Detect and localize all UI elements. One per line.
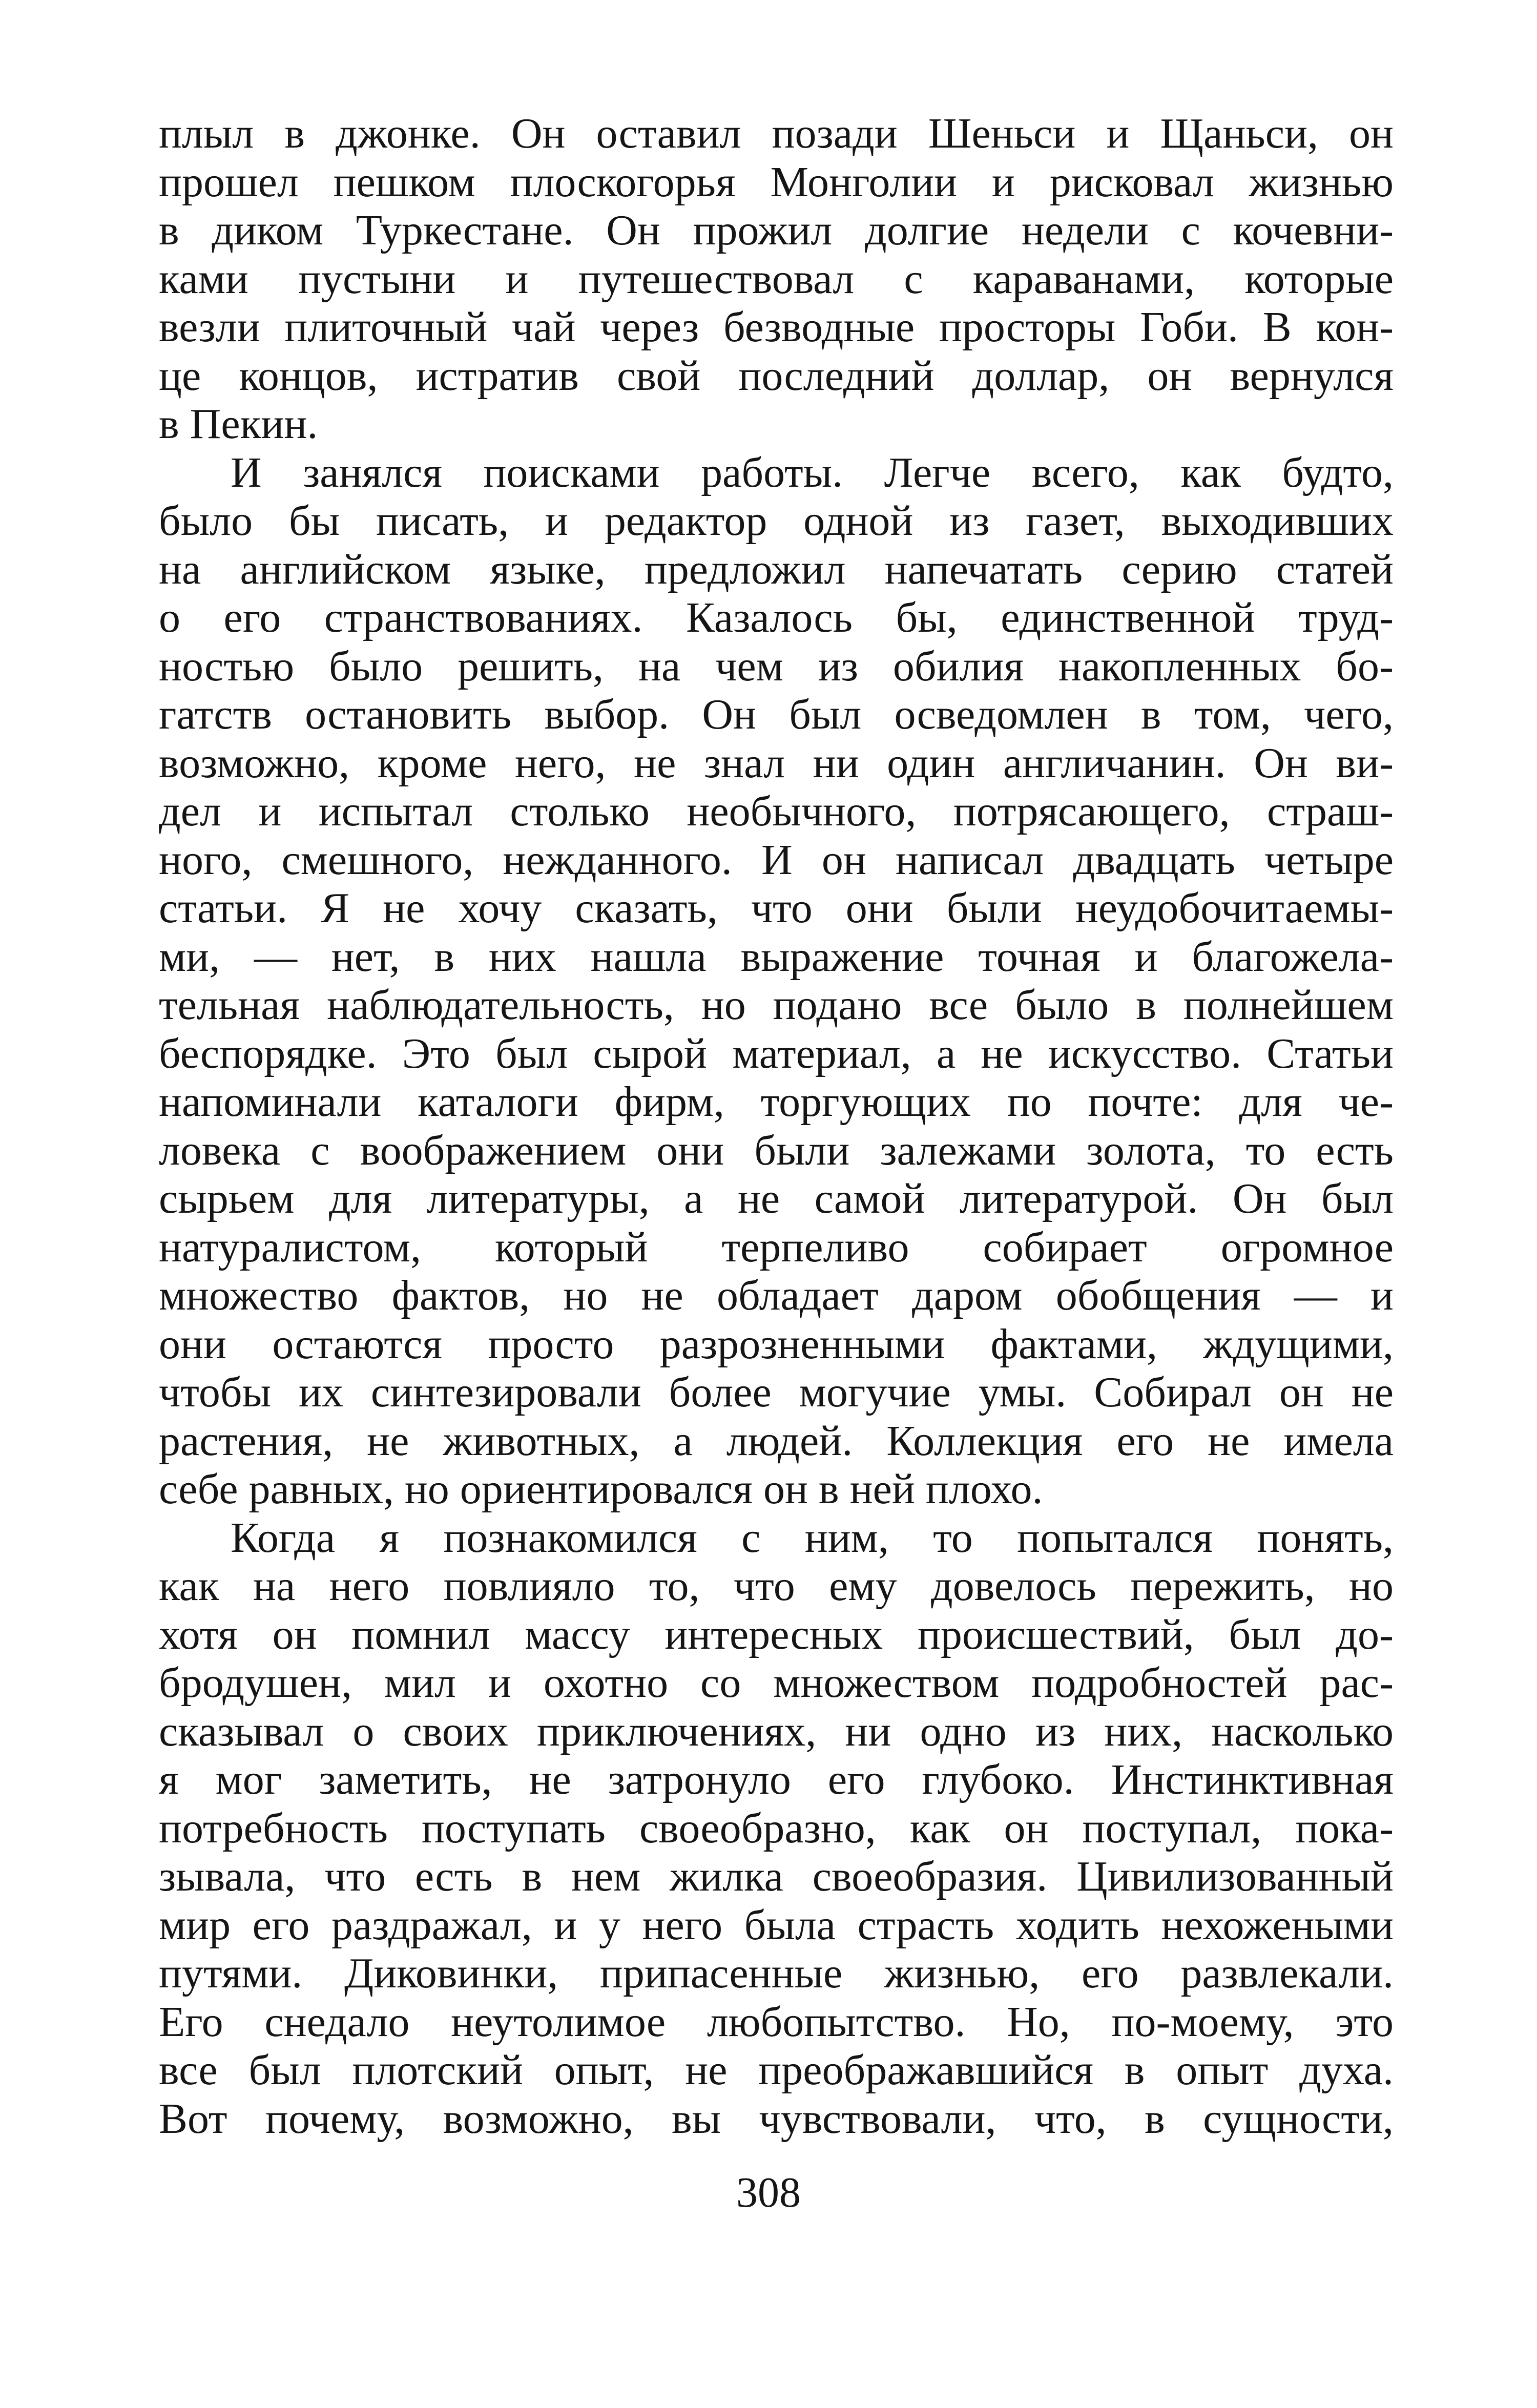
- text-line: о его странствованиях. Казалось бы, единственной труд-: [159, 594, 1394, 641]
- text-line: везли плиточный чай через безводные просторы Гоби. В кон-: [159, 303, 1394, 351]
- text-line: я мог заметить, не затронуло его глубоко. Инстинктивная: [159, 1756, 1394, 1803]
- text-line: Его снедало неутолимое любопытство. Но, по-моему, это: [159, 1998, 1394, 2046]
- text-line: бродушен, мил и охотно со множеством подробностей рас-: [159, 1659, 1394, 1707]
- text-line: беспорядке. Это был сырой материал, а не искусство. Статьи: [159, 1029, 1394, 1077]
- text-line: дел и испытал столько необычного, потрясающего, страш-: [159, 787, 1394, 835]
- text-line: на английском языке, предложил напечатать серию статей: [159, 545, 1394, 593]
- text-line: прошел пешком плоскогорья Монголии и рисковал жизнью: [159, 158, 1394, 206]
- text-line: они остаются просто разрозненными фактами, ждущими,: [159, 1320, 1394, 1368]
- text-line: це концов, истратив свой последний доллар, он вернулся: [159, 351, 1394, 400]
- paragraph-start-line: И занялся поисками работы. Легче всего, как будто,: [231, 448, 1394, 496]
- text-line: себе равных, но ориентировался он в ней плохо.: [159, 1465, 1043, 1513]
- text-line: множество фактов, но не обладает даром обобщения — и: [159, 1272, 1394, 1319]
- text-line: чтобы их синтезировали более могучие умы. Собирал он не: [159, 1368, 1394, 1416]
- text-line: потребность поступать своеобразно, как он поступал, пока-: [159, 1804, 1394, 1852]
- text-line: натуралистом, который терпеливо собирает огромное: [159, 1223, 1394, 1271]
- text-line: гатств остановить выбор. Он был осведомлен в том, чего,: [159, 691, 1394, 738]
- text-line: все был плотский опыт, не преображавшийся в опыт духа.: [159, 2046, 1394, 2094]
- body-text: [159, 110, 1394, 2143]
- text-line: ного, смешного, нежданного. И он написал двадцать четыре: [159, 836, 1394, 884]
- text-line: хотя он помнил массу интересных происшествий, был до-: [159, 1610, 1394, 1658]
- text-line: сырьем для литературы, а не самой литературой. Он был: [159, 1175, 1394, 1222]
- page-number: 308: [736, 2169, 801, 2216]
- text-line: возможно, кроме него, не знал ни один англичанин. Он ви-: [159, 739, 1394, 787]
- text-line: в диком Туркестане. Он прожил долгие недели с кочевни-: [159, 206, 1394, 254]
- text-line: было бы писать, и редактор одной из газет, выходивших: [159, 497, 1394, 545]
- text-line: зывала, что есть в нем жилка своеобразия. Цивилизованный: [159, 1853, 1394, 1900]
- text-line: сказывал о своих приключениях, ни одно из них, насколько: [159, 1707, 1394, 1755]
- text-line: статьи. Я не хочу сказать, что они были неудобочитаемы-: [159, 884, 1394, 932]
- text-line: ками пустыни и путешествовал с караванами, которые: [159, 255, 1394, 303]
- text-line: ностью было решить, на чем из обилия накопленных бо-: [159, 642, 1394, 690]
- text-line: тельная наблюдательность, но подано все было в полнейшем: [159, 981, 1394, 1029]
- text-line: путями. Диковинки, припасенные жизнью, его развлекали.: [159, 1949, 1394, 1997]
- paragraph-start-line: Когда я познакомился с ним, то попытался понять,: [231, 1513, 1394, 1562]
- text-line: как на него повлияло то, что ему довелось пережить, но: [159, 1562, 1394, 1610]
- text-line: в Пекин.: [159, 400, 318, 448]
- text-line: напоминали каталоги фирм, торгующих по почте: для че-: [159, 1078, 1394, 1126]
- text-line: растения, не животных, а людей. Коллекция его не имела: [159, 1417, 1394, 1465]
- text-line: ми, — нет, в них нашла выражение точная и благожела-: [159, 932, 1394, 981]
- text-line: плыл в джонке. Он оставил позади Шеньси и Щаньси, он: [159, 110, 1394, 157]
- text-line: мир его раздражал, и у него была страсть ходить нехожеными: [159, 1901, 1394, 1949]
- text-line: ловека с воображением они были залежами золота, то есть: [159, 1126, 1394, 1174]
- text-line: Вот почему, возможно, вы чувствовали, что, в сущности,: [159, 2094, 1394, 2143]
